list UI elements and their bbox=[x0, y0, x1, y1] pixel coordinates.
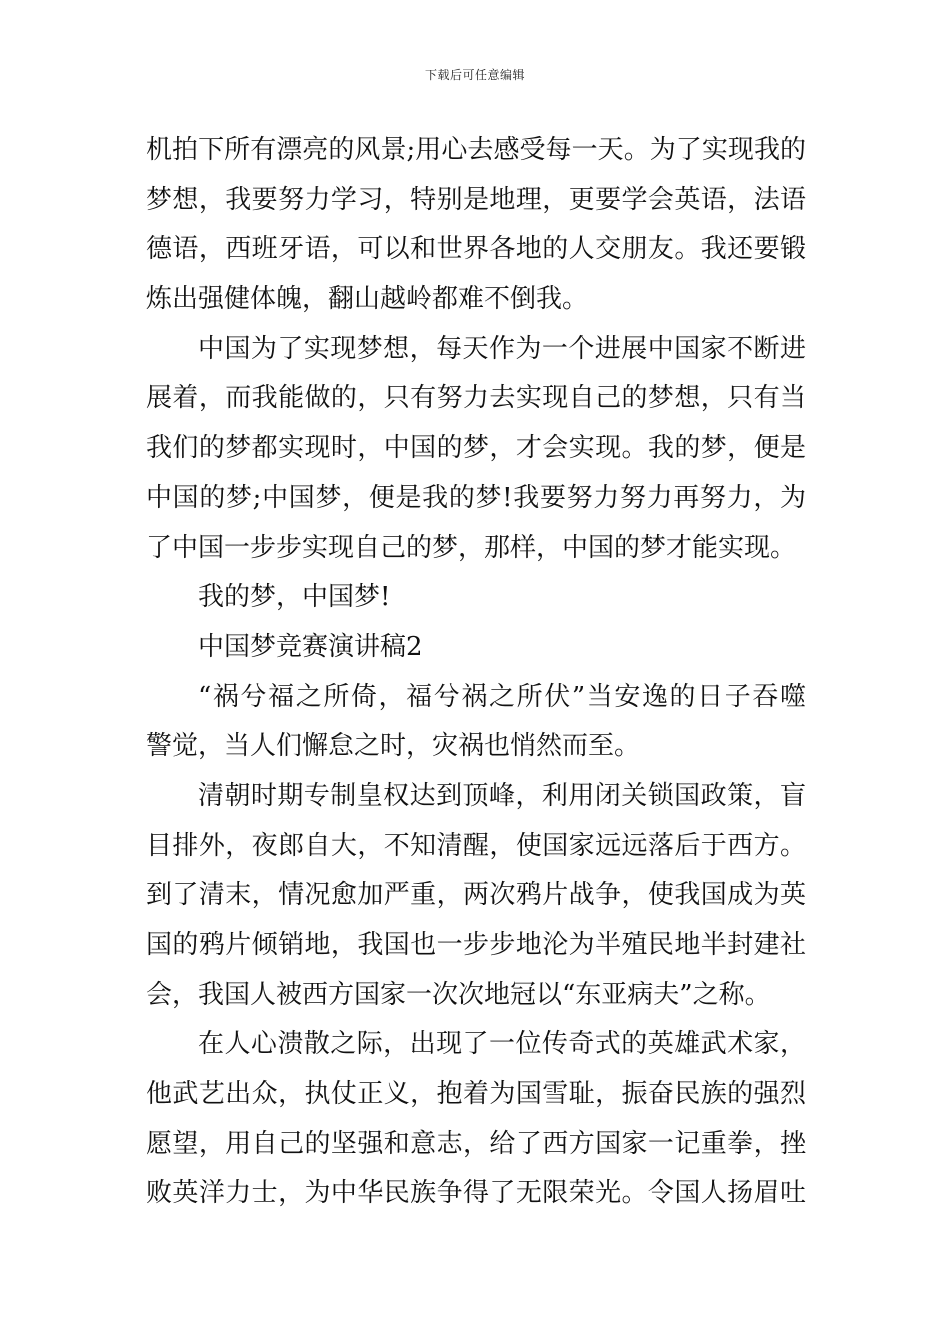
text-line: 我们的梦都实现时，中国的梦，才会实现。我的梦，便是 bbox=[146, 433, 806, 464]
text-line: 他武艺出众，执仗正义，抱着为国雪耻，振奋民族的强烈 bbox=[146, 1079, 806, 1110]
text-line: 中国的梦;中国梦，便是我的梦!我要努力努力再努力，为 bbox=[146, 482, 806, 513]
text-line: 清朝时期专制皇权达到顶峰，利用闭关锁国政策，盲 bbox=[198, 780, 806, 811]
text-line: 了中国一步步实现自己的梦，那样，中国的梦才能实现。 bbox=[146, 532, 797, 563]
text-line: 德语，西班牙语，可以和世界各地的人交朋友。我还要锻 bbox=[146, 234, 806, 265]
text-line: 会，我国人被西方国家一次次地冠以“东亚病夫”之称。 bbox=[146, 979, 771, 1010]
text-line: 到了清末，情况愈加严重，两次鸦片战争，使我国成为英 bbox=[146, 880, 806, 911]
text-line: 目排外，夜郎自大，不知清醒，使国家远远落后于西方。 bbox=[146, 830, 806, 861]
text-line: 中国梦竞赛演讲稿2 bbox=[198, 631, 423, 662]
text-line: 国的鸦片倾销地，我国也一步步地沦为半殖民地半封建社 bbox=[146, 930, 806, 960]
text-line: 梦想，我要努力学习，特别是地理，更要学会英语，法语 bbox=[146, 184, 806, 215]
text-line: “祸兮福之所倚，福兮祸之所伏”当安逸的日子吞噬 bbox=[198, 681, 806, 712]
text-line: 在人心溃散之际，出现了一位传奇式的英雄武术家， bbox=[198, 1029, 806, 1060]
text-line: 炼出强健体魄，翻山越岭都难不倒我。 bbox=[146, 284, 589, 315]
body-text bbox=[146, 126, 806, 1219]
text-line: 败英洋力士，为中华民族争得了无限荣光。令国人扬眉吐 bbox=[146, 1178, 806, 1209]
text-line: 警觉，当人们懈怠之时，灾祸也悄然而至。 bbox=[146, 731, 641, 762]
text-line: 机拍下所有漂亮的风景;用心去感受每一天。为了实现我的 bbox=[146, 135, 806, 165]
text-line: 中国为了实现梦想，每天作为一个进展中国家不断进 bbox=[198, 333, 806, 364]
text-line: 展着，而我能做的，只有努力去实现自己的梦想，只有当 bbox=[146, 383, 806, 414]
text-line: 我的梦，中国梦! bbox=[198, 582, 391, 613]
page-header: 下载后可任意编辑 bbox=[424, 68, 525, 82]
text-line: 愿望，用自己的坚强和意志，给了西方国家一记重拳，挫 bbox=[146, 1128, 806, 1159]
